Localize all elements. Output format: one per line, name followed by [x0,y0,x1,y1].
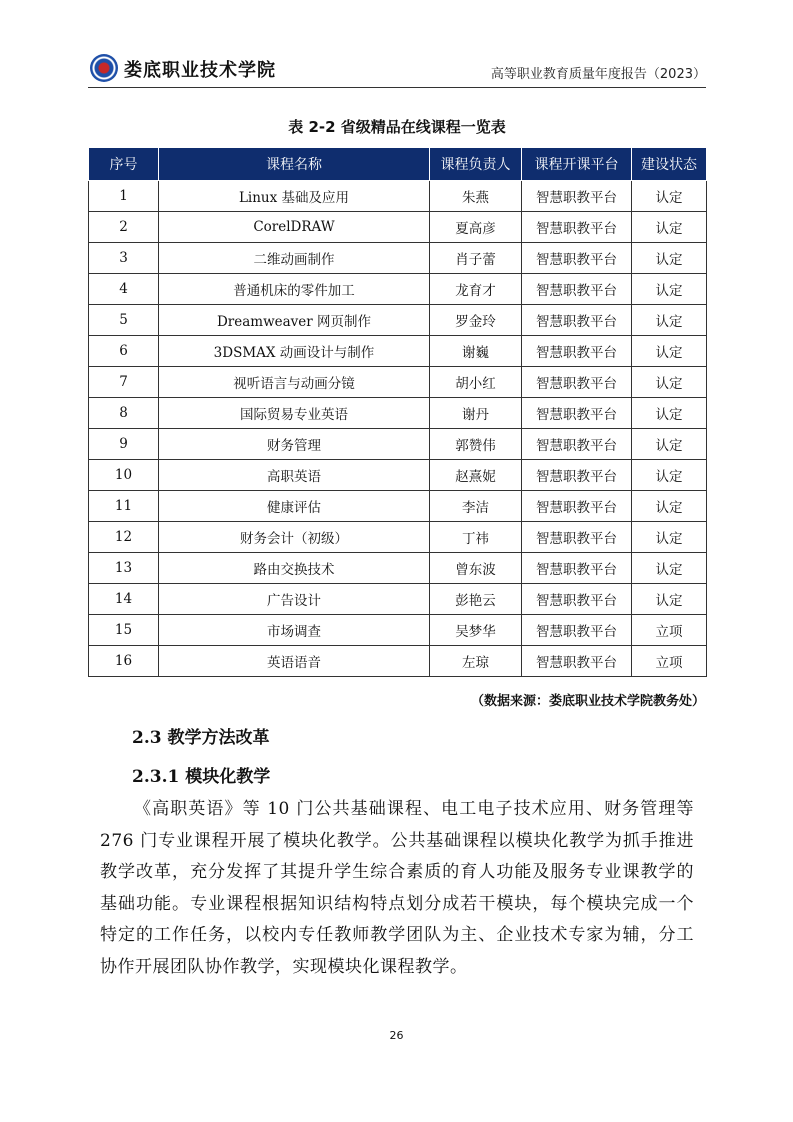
cell-lead: 肖子蕾 [430,243,522,274]
data-source-note: （数据来源：娄底职业技术学院教务处） [470,694,705,709]
cell-index: 16 [89,646,159,677]
table-row [89,553,707,584]
cell-index: 7 [89,367,159,398]
cell-lead: 龙育才 [430,274,522,305]
school-logo-icon [90,54,118,82]
subsection-heading: 2.3.1 模块化教学 [132,767,271,787]
cell-index: 12 [89,522,159,553]
cell-lead: 赵熹妮 [430,460,522,491]
cell-lead: 丁祎 [430,522,522,553]
cell-platform: 智慧职教平台 [522,553,632,584]
cell-platform: 智慧职教平台 [522,460,632,491]
cell-status: 认定 [632,336,707,367]
cell-course-name: Dreamweaver 网页制作 [159,305,430,336]
cell-status: 认定 [632,212,707,243]
cell-course-name: Linux 基础及应用 [159,181,430,212]
header-divider [88,87,706,88]
cell-platform: 智慧职教平台 [522,491,632,522]
column-header-platform: 课程开课平台 [522,148,632,181]
table-title: 表 2-2 省级精品在线课程一览表 [288,118,506,136]
cell-lead: 曾东波 [430,553,522,584]
table-header-row [89,148,707,181]
cell-lead: 左琼 [430,646,522,677]
cell-lead: 夏高彦 [430,212,522,243]
cell-index: 14 [89,584,159,615]
cell-status: 认定 [632,429,707,460]
cell-status: 认定 [632,584,707,615]
cell-course-name: 高职英语 [159,460,430,491]
cell-lead: 谢巍 [430,336,522,367]
cell-status: 认定 [632,367,707,398]
table-row [89,584,707,615]
cell-course-name: 财务会计（初级） [159,522,430,553]
table-row [89,243,707,274]
cell-status: 认定 [632,491,707,522]
cell-platform: 智慧职教平台 [522,305,632,336]
cell-platform: 智慧职教平台 [522,212,632,243]
cell-platform: 智慧职教平台 [522,367,632,398]
cell-index: 9 [89,429,159,460]
cell-index: 10 [89,460,159,491]
cell-index: 1 [89,181,159,212]
cell-lead: 谢丹 [430,398,522,429]
page-number: 26 [389,1029,404,1042]
report-title: 高等职业教育质量年度报告（2023） [490,67,706,82]
cell-index: 11 [89,491,159,522]
table-row [89,522,707,553]
cell-course-name: 二维动画制作 [159,243,430,274]
cell-course-name: 健康评估 [159,491,430,522]
cell-platform: 智慧职教平台 [522,646,632,677]
table-row [89,367,707,398]
cell-platform: 智慧职教平台 [522,243,632,274]
cell-lead: 吴梦华 [430,615,522,646]
cell-status: 认定 [632,398,707,429]
cell-platform: 智慧职教平台 [522,336,632,367]
column-header-lead: 课程负责人 [430,148,522,181]
cell-course-name: 路由交换技术 [159,553,430,584]
page-header [88,52,706,88]
cell-course-name: 英语语音 [159,646,430,677]
table-row [89,181,707,212]
cell-index: 3 [89,243,159,274]
cell-platform: 智慧职教平台 [522,429,632,460]
body-paragraph: 《高职英语》等 10 门公共基础课程、电工电子技术应用、财务管理等 276 门专业课程开展了模块化教学。公共基础课程以模块化教学为抓手推进教学改革，充分发挥了其提升学生综合素质的育人功能及服务专业课教学的基础功能。专业课程根据知识结构特点划分成若干模块，每个模块完成一个特定的工作任务，以校内专任教师教学团队为主、企业技术专家为辅，分工协作开展团队协作教学，实现模块化课程教学。 [100,799,694,977]
cell-status: 认定 [632,243,707,274]
school-name: 娄底职业技术学院 [124,60,276,81]
cell-status: 认定 [632,460,707,491]
cell-lead: 郭赞伟 [430,429,522,460]
cell-status: 认定 [632,522,707,553]
cell-status: 立项 [632,646,707,677]
table-row [89,336,707,367]
cell-status: 认定 [632,553,707,584]
cell-status: 认定 [632,305,707,336]
cell-lead: 李洁 [430,491,522,522]
cell-index: 4 [89,274,159,305]
cell-index: 15 [89,615,159,646]
cell-lead: 胡小红 [430,367,522,398]
cell-index: 5 [89,305,159,336]
table-row [89,491,707,522]
cell-platform: 智慧职教平台 [522,274,632,305]
table-row [89,646,707,677]
column-header-status: 建设状态 [632,148,707,181]
cell-lead: 朱燕 [430,181,522,212]
cell-lead: 彭艳云 [430,584,522,615]
cell-status: 立项 [632,615,707,646]
cell-course-name: 国际贸易专业英语 [159,398,430,429]
cell-index: 8 [89,398,159,429]
cell-status: 认定 [632,274,707,305]
column-header-index: 序号 [89,148,159,181]
table-row [89,274,707,305]
cell-course-name: CorelDRAW [159,212,430,243]
cell-status: 认定 [632,181,707,212]
cell-course-name: 市场调查 [159,615,430,646]
cell-index: 2 [89,212,159,243]
table-row [89,212,707,243]
section-heading: 2.3 教学方法改革 [132,728,270,748]
table-body [89,181,707,677]
cell-lead: 罗金玲 [430,305,522,336]
cell-platform: 智慧职教平台 [522,615,632,646]
table-row [89,398,707,429]
cell-course-name: 普通机床的零件加工 [159,274,430,305]
cell-platform: 智慧职教平台 [522,181,632,212]
cell-course-name: 广告设计 [159,584,430,615]
cell-course-name: 3DSMAX 动画设计与制作 [159,336,430,367]
cell-platform: 智慧职教平台 [522,398,632,429]
cell-platform: 智慧职教平台 [522,584,632,615]
cell-platform: 智慧职教平台 [522,522,632,553]
cell-index: 6 [89,336,159,367]
cell-course-name: 财务管理 [159,429,430,460]
table-row [89,429,707,460]
cell-course-name: 视听语言与动画分镜 [159,367,430,398]
course-table [88,147,707,677]
table-row [89,305,707,336]
table-row [89,615,707,646]
cell-index: 13 [89,553,159,584]
column-header-course-name: 课程名称 [159,148,430,181]
table-row [89,460,707,491]
